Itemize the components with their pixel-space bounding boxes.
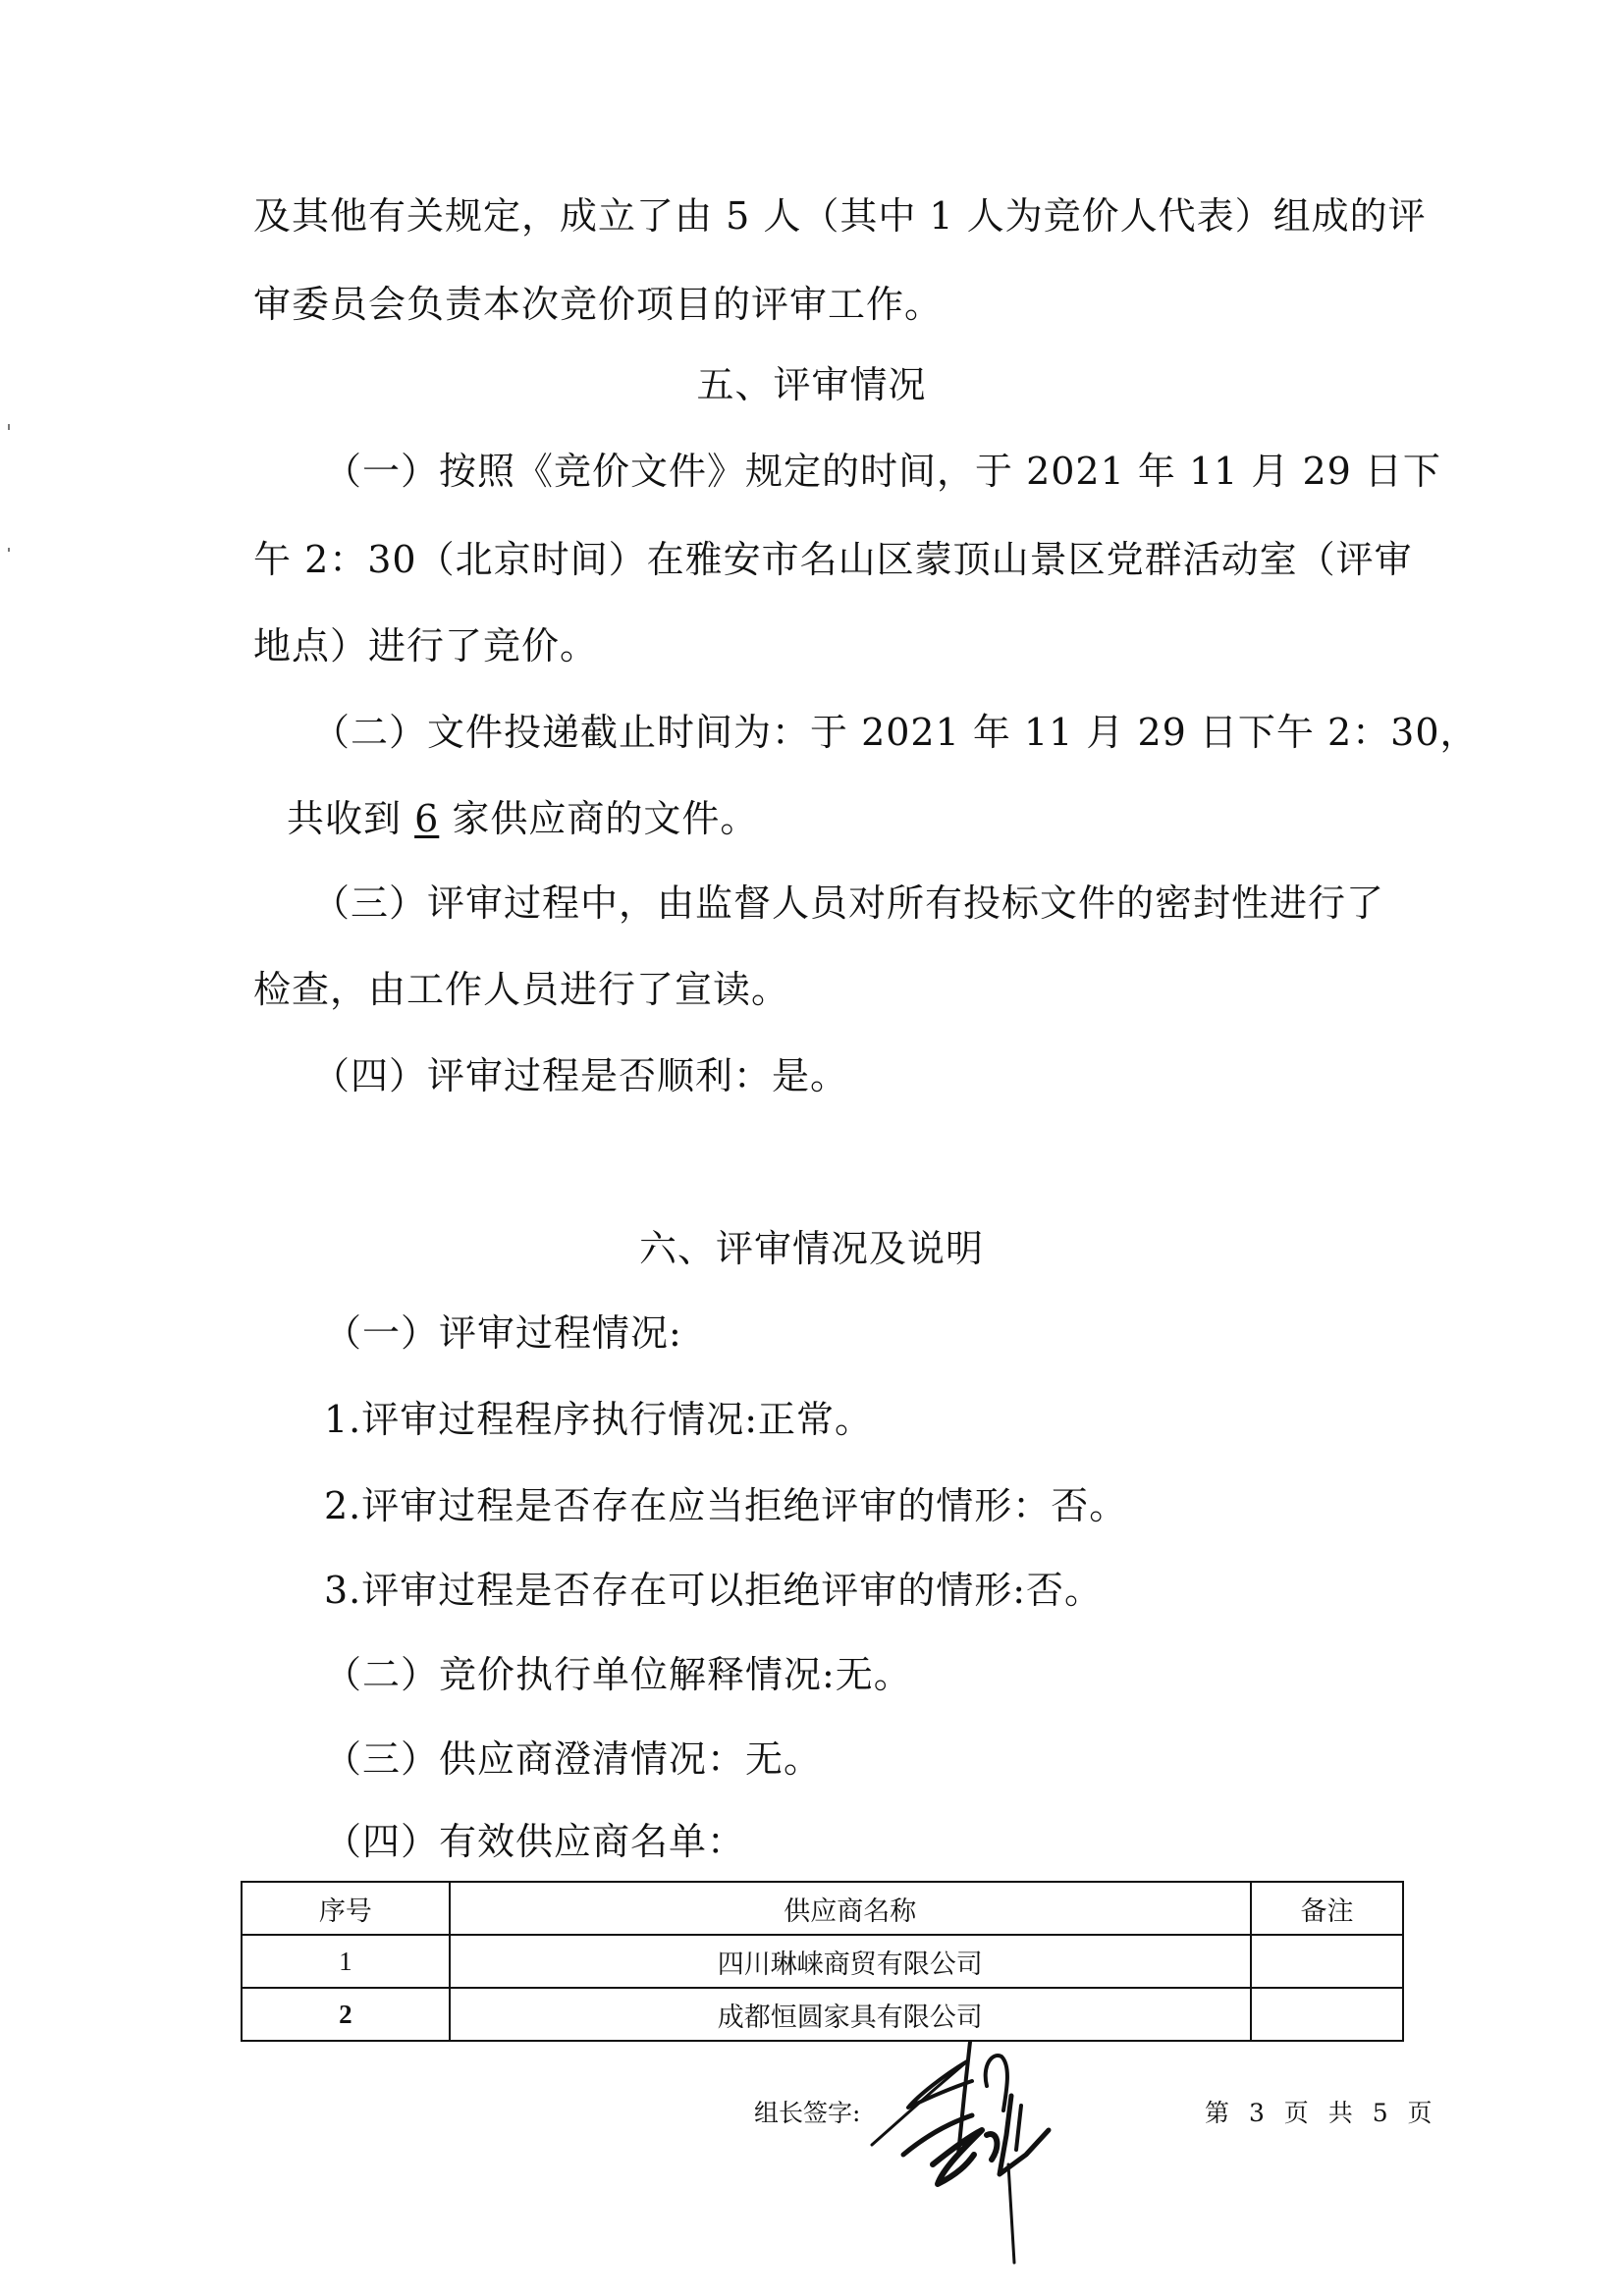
s5-para1-line3: 地点）进行了竞价。 bbox=[253, 624, 599, 667]
row-name: 成都恒圆家具有限公司 bbox=[450, 1988, 1251, 2041]
scan-mark bbox=[8, 424, 10, 430]
s6-sub3: （三）供应商澄清情况：无。 bbox=[324, 1737, 823, 1781]
row-note bbox=[1251, 1988, 1403, 2041]
s5-para1-line1: （一）按照《竞价文件》规定的时间，于 2021 年 11 月 29 日下 bbox=[324, 450, 1441, 493]
s6-item-3: 3.评审过程是否存在可以拒绝评审的情形:否。 bbox=[324, 1569, 1104, 1612]
s5-para2-line2 bbox=[287, 795, 758, 842]
page-indicator: 第 3 页 共 5 页 bbox=[1205, 2099, 1438, 2127]
s5-para4: （四）评审过程是否顺利：是。 bbox=[312, 1054, 849, 1097]
section-6-title: 六、评审情况及说明 bbox=[638, 1227, 984, 1270]
s5-para3-line1: （三）评审过程中，由监督人员对所有投标文件的密封性进行了 bbox=[312, 881, 1385, 925]
s5-para2-suffix: 家供应商的文件。 bbox=[439, 797, 759, 840]
supplier-table bbox=[241, 1881, 1404, 2042]
handwritten-signature bbox=[864, 2037, 1060, 2277]
s6-item-2: 2.评审过程是否存在应当拒绝评审的情形：否。 bbox=[324, 1484, 1128, 1527]
header-no: 序号 bbox=[242, 1882, 450, 1935]
s5-para2-prefix: 共收到 bbox=[287, 797, 415, 840]
signature-label: 组长签字: bbox=[754, 2099, 861, 2127]
intro-line-2: 审委员会负责本次竞价项目的评审工作。 bbox=[253, 283, 944, 326]
table-row bbox=[242, 1988, 1403, 2041]
header-note: 备注 bbox=[1251, 1882, 1403, 1935]
s6-item-1: 1.评审过程程序执行情况:正常。 bbox=[324, 1398, 874, 1441]
s6-sub2: （二）竞价执行单位解释情况:无。 bbox=[324, 1653, 912, 1696]
s6-sub4: （四）有效供应商名单： bbox=[324, 1820, 746, 1863]
supplier-count: 6 bbox=[414, 797, 440, 840]
row-name: 四川琳崃商贸有限公司 bbox=[450, 1935, 1251, 1988]
section-5-title: 五、评审情况 bbox=[696, 363, 927, 406]
row-note bbox=[1251, 1935, 1403, 1988]
table-row bbox=[242, 1935, 1403, 1988]
s6-sub1: （一）评审过程情况: bbox=[324, 1311, 682, 1355]
row-no: 2 bbox=[242, 1988, 450, 2041]
scan-mark bbox=[8, 548, 10, 552]
s5-para2-line1: （二）文件投递截止时间为：于 2021 年 11 月 29 日下午 2：30， bbox=[312, 711, 1479, 754]
row-no: 1 bbox=[242, 1935, 450, 1988]
s5-para3-line2: 检查，由工作人员进行了宣读。 bbox=[253, 968, 790, 1011]
table-header-row bbox=[242, 1882, 1403, 1935]
intro-line-1: 及其他有关规定，成立了由 5 人（其中 1 人为竞价人代表）组成的评 bbox=[253, 194, 1427, 238]
header-name: 供应商名称 bbox=[450, 1882, 1251, 1935]
s5-para1-line2: 午 2：30（北京时间）在雅安市名山区蒙顶山景区党群活动室（评审 bbox=[253, 538, 1413, 581]
